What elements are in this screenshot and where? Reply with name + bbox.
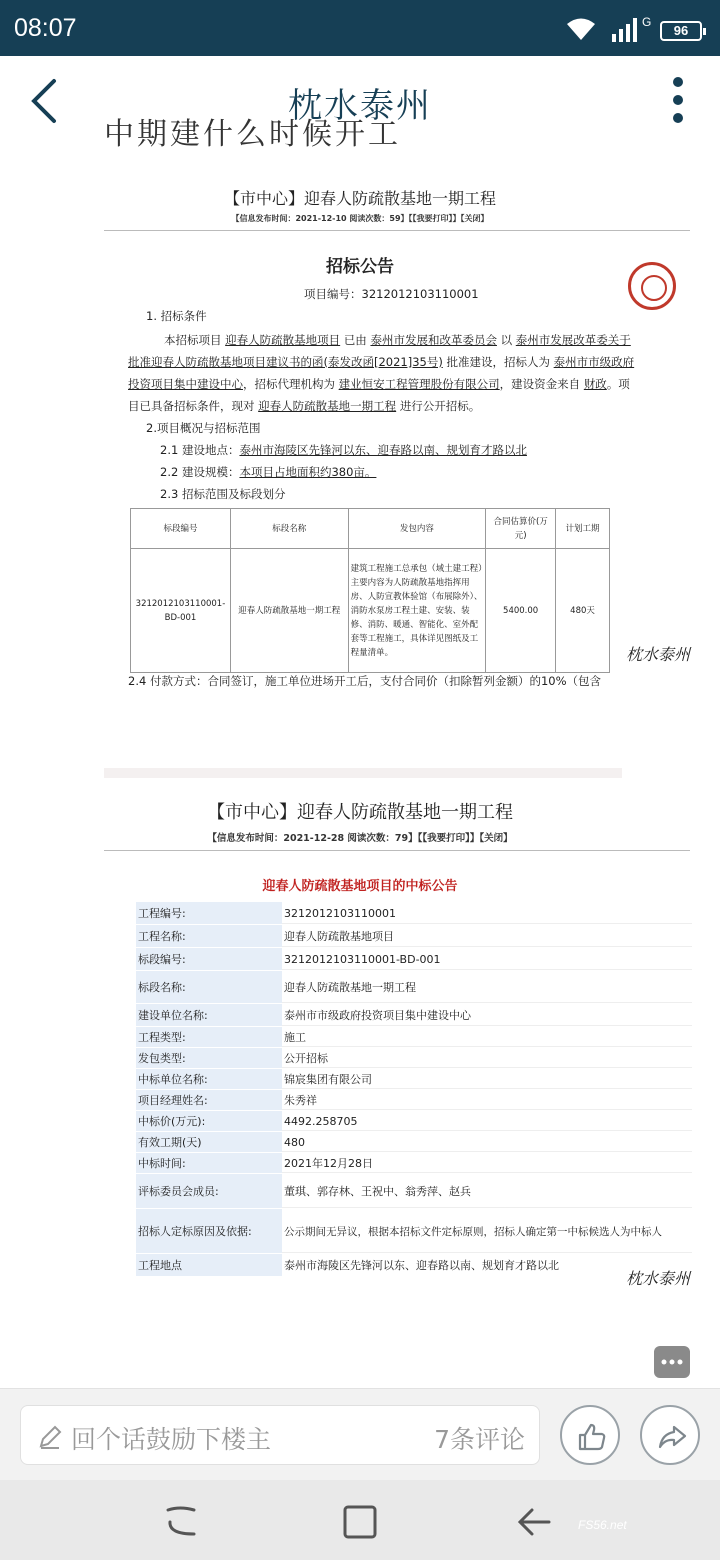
table-cell-period: 480天: [556, 549, 610, 673]
table-row: 中标时间: 2021年12月28日: [136, 1153, 692, 1173]
comment-placeholder: 回个话鼓励下楼主: [71, 1425, 272, 1454]
table-row: 中标价(万元): 4492.258705: [136, 1111, 692, 1131]
table-row: 中标单位名称: 锦宸集团有限公司: [136, 1069, 692, 1089]
watermark-logo: 枕水泰州: [626, 645, 691, 664]
official-seal-icon: [628, 262, 676, 310]
battery-icon: 96: [660, 21, 702, 41]
doc1-meta: 【信息发布时间：2021-12-10 阅读次数：59】【【我要打印】】【关闭】: [231, 214, 489, 223]
doc1-title: 【市中心】迎春人防疏散基地一期工程: [223, 189, 496, 208]
image-top-edge: [104, 768, 622, 778]
doc1-project-no: 项目编号：3212012103110001: [304, 287, 479, 301]
table-row: 标段编号: 3212012103110001-BD-001: [136, 948, 692, 970]
award-detail-table: [136, 902, 692, 1277]
table-row: 工程类型: 施工: [136, 1027, 692, 1047]
table-row: 有效工期(天) 480: [136, 1132, 692, 1152]
cropped-text-line: 2.4 付款方式：合同签订，施工单位进场开工后，支付合同价（扣除暂列金额）的10%（包含: [128, 674, 602, 688]
floating-comment-button[interactable]: [654, 1346, 690, 1378]
like-button[interactable]: [560, 1405, 620, 1465]
signal-icon: [610, 14, 654, 48]
table-row: 建设单位名称: 泰州市市级政府投资项目集中建设中心: [136, 1004, 692, 1026]
home-icon[interactable]: [342, 1504, 378, 1544]
wifi-icon: [564, 16, 598, 46]
table-row: 工程地点 泰州市海陵区先锋河以东、迎春路以南、规划育才路以北: [136, 1254, 692, 1276]
back-icon[interactable]: [516, 1504, 552, 1544]
status-bar: [0, 0, 720, 56]
comment-count[interactable]: 7条评论: [434, 1425, 525, 1454]
table-header: 标段名称: [230, 509, 348, 549]
table-cell-content: 建筑工程施工总承包（域土建工程）主要内容为人防疏散基地指挥用房、人防宣教体验馆（布展除外）、消防水泵房工程土建、安装、装修、消防、暖通、智能化、室外配套等工程施工，具体详见图纸及工程量清单。: [348, 549, 486, 673]
site-watermark-logo: FS56.net: [578, 1518, 627, 1532]
table-row: 工程编号: 3212012103110001: [136, 902, 692, 924]
comment-input[interactable]: [20, 1405, 540, 1465]
bid-section-table: [130, 508, 610, 673]
divider: [104, 850, 690, 851]
section-2: 2.项目概况与招标范围: [146, 421, 261, 435]
table-header: 计划工期: [556, 509, 610, 549]
doc2-title: 【市中心】迎春人防疏散基地一期工程: [207, 802, 513, 823]
table-header: 发包内容: [348, 509, 486, 549]
table-row: 工程名称: 迎春人防疏散基地项目: [136, 925, 692, 947]
para-line-2: 批准迎春人防疏散基地项目建议书的函(泰发改函[2021]35号) 批准建设，招标人为 泰州市市级政府: [128, 355, 635, 369]
table-cell-name: 迎春人防疏散基地一期工程: [230, 549, 348, 673]
table-row: 评标委员会成员: 董琪、郭存林、王祝中、翁秀萍、赵兵: [136, 1174, 692, 1208]
cropped-text-line: 中期建什么时候开工: [104, 117, 401, 152]
table-header: 标段编号: [131, 509, 231, 549]
table-row: 招标人定标原因及依据: 公示期间无异议，根据本招标文件定标原则，招标人确定第一中标候选人为中标人: [136, 1209, 692, 1253]
page-title: 枕水泰州: [288, 86, 432, 126]
doc1-heading: 招标公告: [326, 257, 394, 277]
table-cell-price: 5400.00: [486, 549, 556, 673]
status-time: 08:07: [14, 14, 77, 42]
pen-icon: [37, 1424, 63, 1454]
item-2-2: 2.2 建设规模：本项目占地面积约380亩。: [160, 465, 377, 479]
table-row: 发包类型: 公开招标: [136, 1048, 692, 1068]
section-1: 1. 招标条件: [146, 309, 207, 323]
table-row: 项目经理姓名: 朱秀祥: [136, 1090, 692, 1110]
item-2-3: 2.3 招标范围及标段划分: [160, 487, 286, 501]
recent-apps-icon[interactable]: [164, 1504, 200, 1544]
award-heading: 迎春人防疏散基地项目的中标公告: [262, 879, 458, 894]
doc2-meta: 【信息发布时间：2021-12-28 阅读次数：79】【【我要打印】】【关闭】: [207, 833, 513, 844]
more-options-icon[interactable]: [668, 74, 688, 134]
item-2-1: 2.1 建设地点：泰州市海陵区先锋河以东、迎春路以南、规划育才路以北: [160, 443, 527, 457]
comment-bar: [0, 1388, 720, 1480]
para-line-4: 目已具备招标条件，现对 迎春人防疏散基地一期工程 进行公开招标。: [128, 399, 481, 413]
network-type: G: [642, 15, 652, 29]
table-header: 合同估算价(万元): [486, 509, 556, 549]
watermark-logo: 枕水泰州: [626, 1269, 691, 1288]
para-line-1: 本招标项目 迎春人防疏散基地项目 已由 泰州市发展和改革委员会 以 泰州市发展改革委关于: [164, 333, 631, 347]
table-row: 标段名称: 迎春人防疏散基地一期工程: [136, 971, 692, 1003]
table-cell-code: 3212012103110001-BD-001: [131, 549, 231, 673]
para-line-3: 投资项目集中建设中心，招标代理机构为 建业恒安工程管理股份有限公司，建设资金来自 财政。项: [128, 377, 630, 391]
divider: [104, 230, 690, 231]
share-button[interactable]: [640, 1405, 700, 1465]
